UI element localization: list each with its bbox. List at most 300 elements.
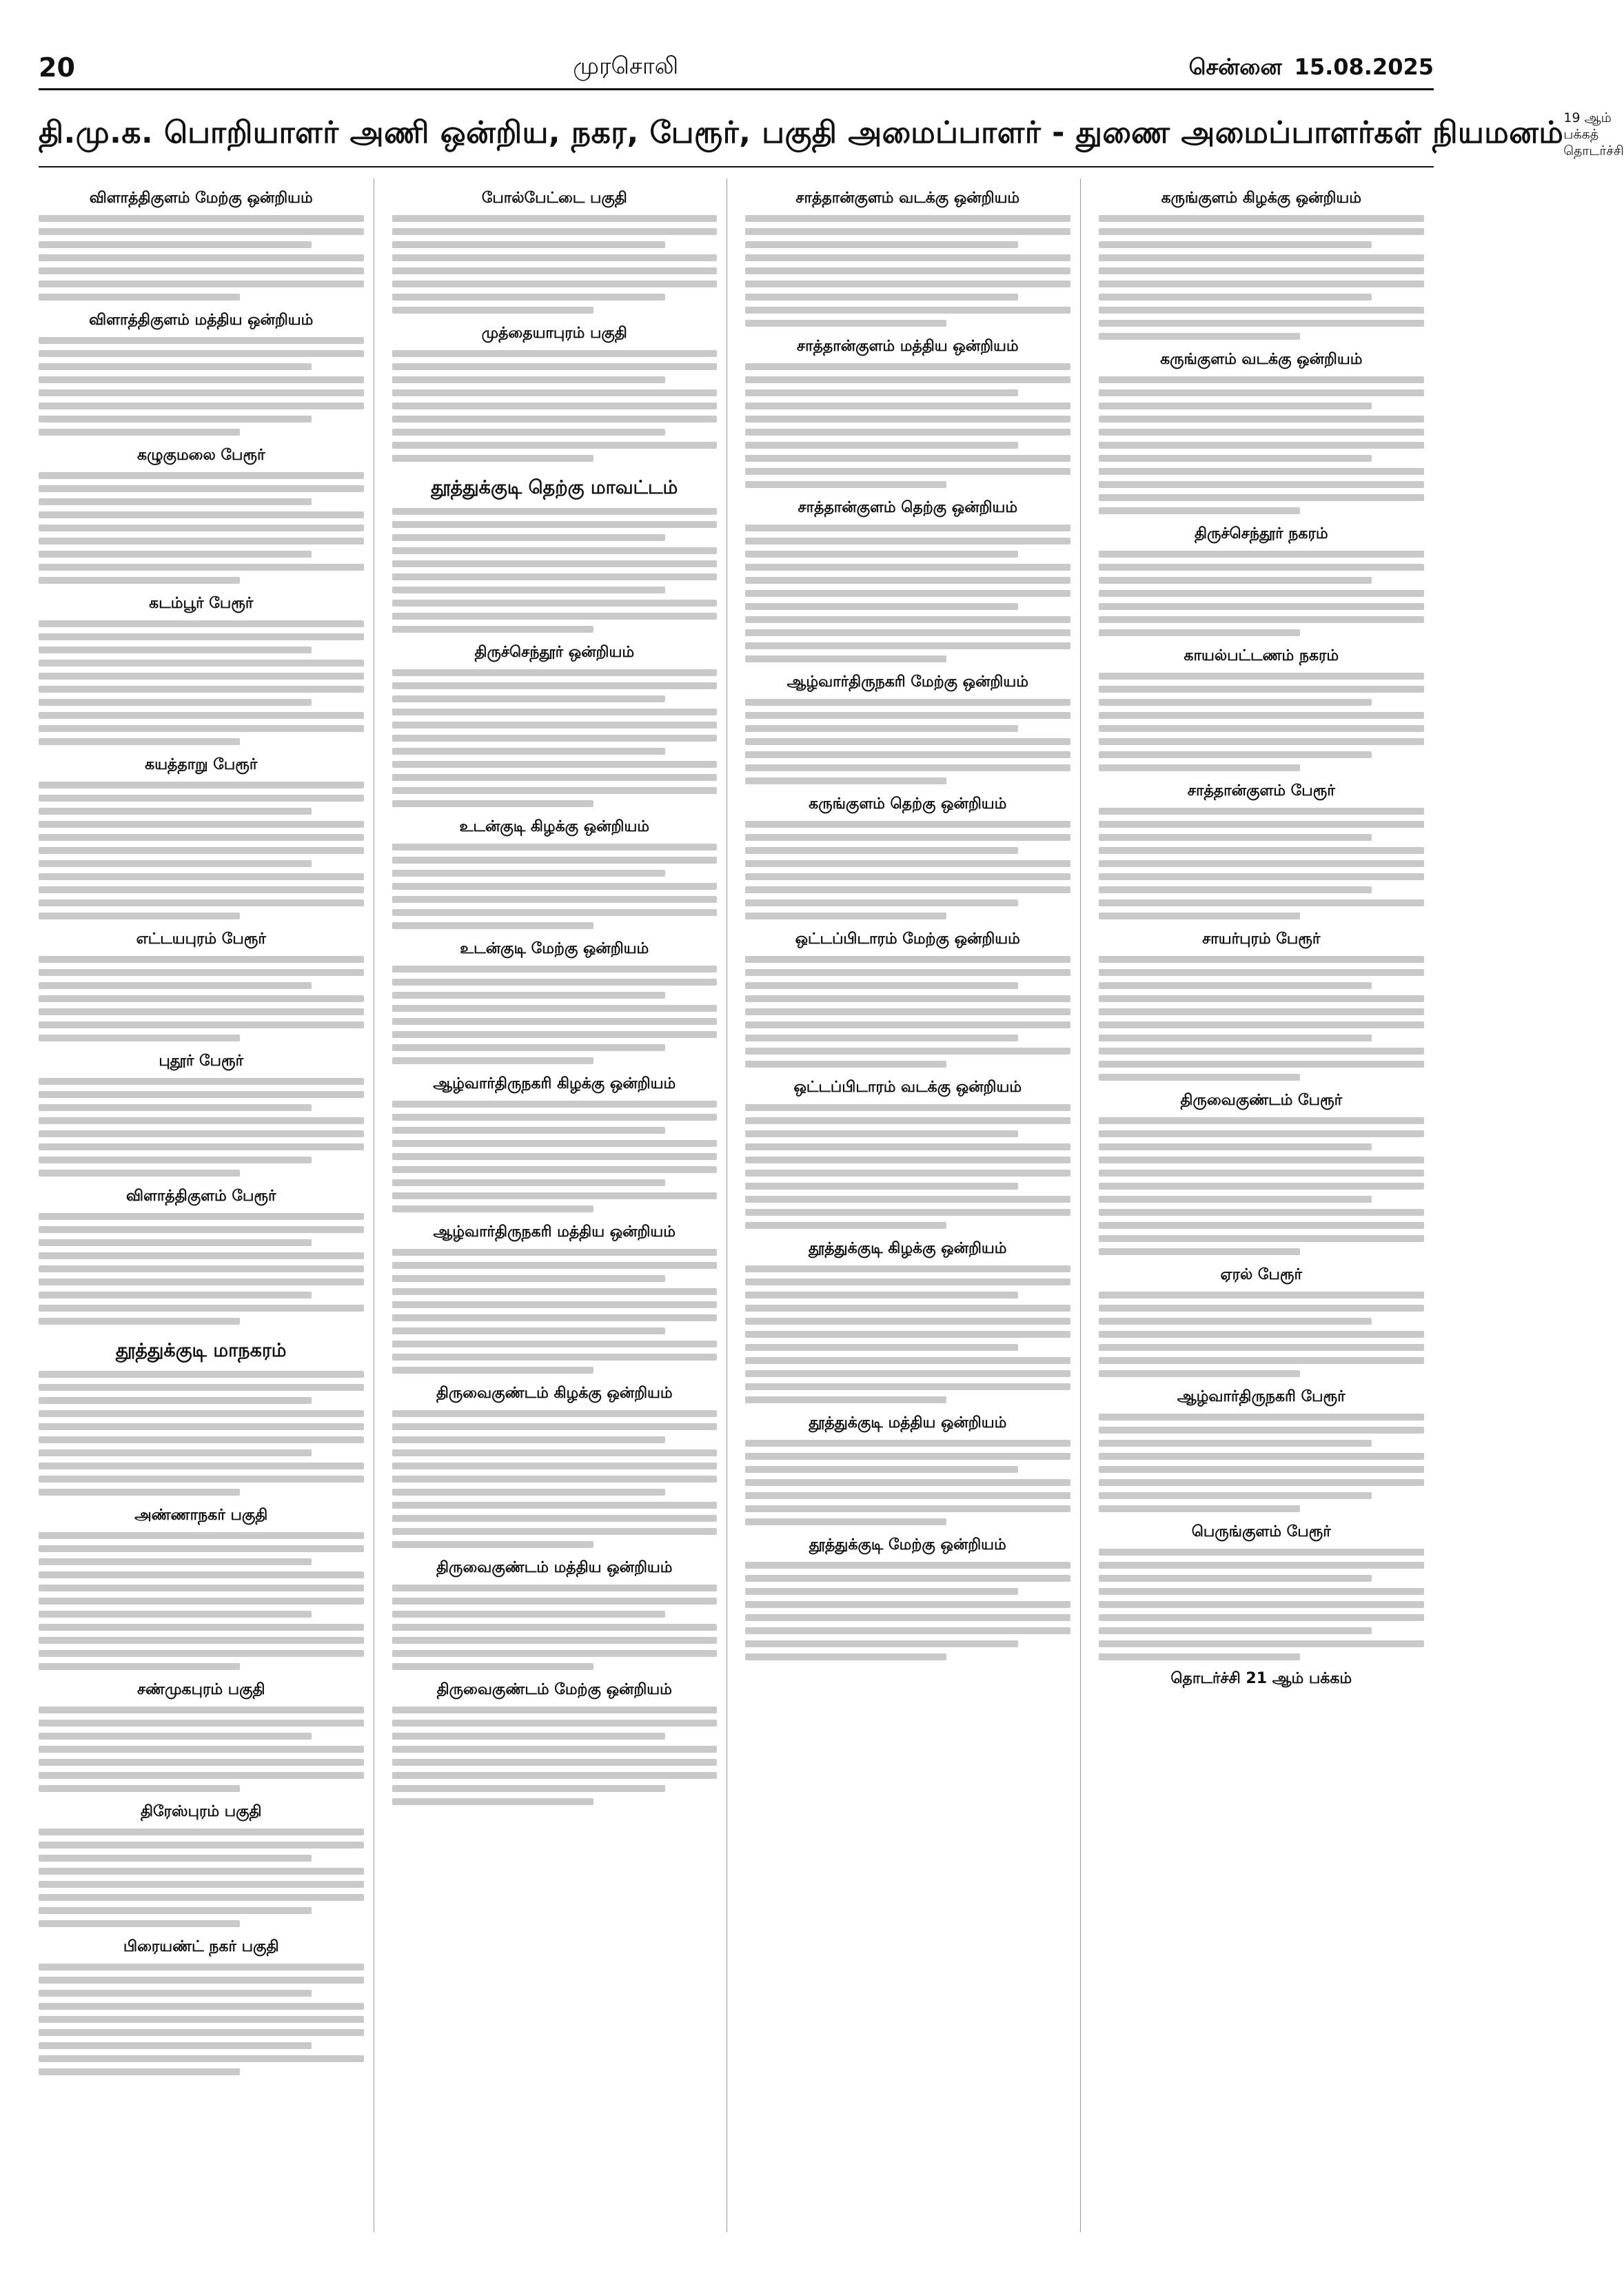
notice-text-block [1099,1549,1425,1660]
text-line [392,1127,665,1134]
text-line [1099,376,1425,383]
text-line [392,883,718,890]
text-line [745,1222,946,1229]
notice-text-block [1099,673,1425,771]
text-line [392,521,718,528]
text-line [745,1279,1070,1285]
section-heading: ஆழ்வார்திருநகரி கிழக்கு ஒன்றியம் [433,1075,676,1092]
text-line [392,1637,718,1644]
text-line [745,1061,946,1068]
text-line [745,1505,1070,1512]
text-line [392,1114,718,1121]
text-line [745,738,1070,745]
notice-text-block [392,215,718,314]
text-line [1099,673,1425,680]
text-line [745,1601,1070,1608]
text-line [39,1213,364,1220]
text-line [39,1397,312,1404]
section-heading: கருங்குளம் வடக்கு ஒன்றியம் [1160,351,1363,368]
text-line [39,350,364,357]
paper-name: முரசொலி [573,52,679,80]
text-line [745,228,1070,235]
text-line [39,1637,364,1644]
section-heading: விளாத்திகுளம் மத்திய ஒன்றியம் [89,312,314,329]
text-line [392,1611,665,1618]
headline-row [39,103,1624,167]
text-line [392,1502,718,1509]
notice-text-block [39,1964,364,2075]
text-line [392,442,718,449]
headline: தி.மு.க. பொறியாளர் அணி ஒன்றிய, நகர, பேரூர், பகுதி அமைப்பாளர் - துணை அமைப்பாளர்கள் நியமனம் [39,114,1564,150]
notice-text-block [1099,956,1425,1081]
text-line [745,873,1070,880]
notice-text-block [39,472,364,584]
text-line [1099,1117,1425,1124]
text-line [745,886,1070,893]
text-line [392,626,593,633]
text-line [39,1384,364,1391]
text-line [1099,1143,1372,1150]
text-line [39,1410,364,1417]
text-line [1099,913,1301,919]
text-line [39,281,364,287]
text-line [39,1977,364,1984]
text-line [392,695,665,702]
text-line [1099,1614,1425,1621]
section-heading: தூத்துக்குடி மேற்கு ஒன்றியம் [809,1536,1006,1554]
text-line [39,660,364,666]
text-line [745,281,1070,287]
section-heading: சாத்தான்குளம் மத்திய ஒன்றியம் [796,338,1019,355]
text-line [1099,1627,1372,1634]
notice-text-block [392,350,718,462]
text-line [39,1226,364,1233]
text-line [745,956,1070,963]
text-line [39,1571,364,1578]
section-heading: சாத்தான்குளம் தெற்கு ஒன்றியம் [798,499,1018,516]
text-line [1099,281,1425,287]
notice-text-block [392,669,718,807]
text-line [39,1829,364,1835]
text-line [392,228,718,235]
text-line [1099,389,1425,396]
text-line [745,1209,1070,1216]
text-line [39,1170,240,1177]
text-line [745,1196,1070,1203]
text-line [745,1440,1070,1447]
text-line [1099,1549,1425,1556]
text-line [39,1239,312,1246]
text-line [39,1292,312,1299]
notice-text-block [39,1371,364,1496]
text-line [1099,590,1425,597]
text-line [392,922,593,929]
text-line [392,573,718,580]
text-line [1099,1008,1425,1015]
text-line [39,1143,364,1150]
text-line [392,1057,593,1064]
text-line [39,1720,364,1727]
text-line [745,551,1018,558]
text-line [1099,416,1425,422]
text-line [1099,982,1372,989]
text-line [392,800,593,807]
text-line [39,228,364,235]
text-line [745,254,1070,261]
text-line [39,1585,364,1591]
section-heading: காயல்பட்டணம் நகரம் [1184,647,1339,664]
text-line [392,1354,718,1361]
text-line [392,1476,718,1483]
notice-text-block [745,1265,1070,1403]
text-line [745,655,946,662]
text-line [745,712,1070,719]
text-line [392,1436,665,1443]
text-line [1099,577,1372,584]
column-1 [39,179,374,2232]
text-line [1099,1640,1425,1647]
text-line [1099,1370,1301,1377]
text-line [39,376,364,383]
text-line [745,725,1018,732]
text-line [1099,847,1425,854]
text-line [39,2029,364,2036]
text-line [1099,1466,1425,1473]
text-line [392,748,665,755]
text-line [39,538,364,544]
text-line [39,1305,364,1312]
text-line [1099,629,1301,636]
text-line [39,1091,364,1098]
text-line [1099,1601,1425,1608]
text-line [392,682,718,689]
text-line [392,241,665,248]
section-heading: கருங்குளம் கிழக்கு ஒன்றியம் [1161,190,1361,207]
date: 15.08.2025 [1294,54,1434,80]
text-line [39,498,312,505]
notice-text-block [39,1532,364,1670]
text-line [39,1881,364,1888]
text-line [1099,956,1425,963]
text-line [745,1143,1070,1150]
text-line [745,1370,1070,1377]
section-heading: முத்தையாபுரம் பகுதி [481,325,627,342]
section-heading: திருச்செந்தூர் ஒன்றியம் [474,644,635,661]
text-line [39,294,240,301]
text-line [392,1205,593,1212]
section-heading: அண்ணாநகர் பகுதி [134,1507,268,1524]
text-line [1099,821,1425,828]
text-line [392,1772,718,1779]
text-line [745,1183,1018,1190]
text-line [39,1436,364,1443]
text-line [1099,969,1425,976]
text-line [39,1733,312,1740]
text-line [1099,764,1301,771]
text-line [392,1101,718,1108]
text-line [39,646,312,653]
notice-text-block [1099,808,1425,919]
text-line [392,1624,718,1631]
notice-text-block [745,821,1070,919]
text-line [39,782,364,788]
text-line [1099,603,1425,610]
text-line [1099,725,1425,732]
text-line [39,834,364,841]
text-line [39,633,364,640]
text-line [39,1842,364,1849]
text-line [1099,442,1425,449]
text-line [1099,1074,1301,1081]
text-line [392,363,718,370]
text-line [745,267,1070,274]
notice-text-block [745,699,1070,784]
text-line [39,956,364,963]
text-line [39,429,240,436]
text-line [392,1650,718,1657]
text-line [745,777,946,784]
text-line [39,1318,240,1325]
text-line [1099,507,1301,514]
text-line [392,534,665,541]
text-line [1099,1575,1372,1582]
section-heading: தூத்துக்குடி மத்திய ஒன்றியம் [809,1414,1007,1432]
section-heading: திருவைகுண்டம் மேற்கு ஒன்றியம் [436,1681,672,1698]
text-line [392,722,718,729]
text-line [39,821,364,828]
text-line [39,1785,240,1792]
text-line [1099,616,1425,623]
text-line [39,1463,364,1469]
continued-note: தொடர்ச்சி 21 ஆம் பக்கம் [1170,1670,1352,1687]
text-line [1099,1440,1372,1447]
text-line [1099,738,1425,745]
text-line [392,909,718,916]
text-line [39,1265,364,1272]
text-line [745,590,1070,597]
text-line [39,860,312,867]
notice-text-block [745,1440,1070,1525]
text-line [745,1479,1070,1486]
text-line [392,1720,718,1727]
text-line [745,403,1070,409]
text-line [1099,1248,1301,1255]
notice-text-block [39,1829,364,1927]
notice-text-block [39,620,364,745]
text-line [392,1327,665,1334]
text-line [392,1262,718,1269]
text-line [39,2016,364,2023]
text-line [39,1907,312,1914]
text-line [745,307,1070,314]
text-line [745,899,1018,906]
text-line [392,1489,665,1496]
text-line [745,215,1070,222]
text-line [392,1515,718,1522]
text-line [392,857,718,864]
text-line [1099,1344,1425,1351]
district-heading: தூத்துக்குடி தெற்கு மாவட்டம் [431,477,678,498]
text-line [39,1746,364,1753]
text-line [745,416,1070,422]
text-line [1099,1492,1372,1499]
text-line [745,1653,946,1660]
notice-text-block [745,1104,1070,1229]
text-line [39,1078,364,1085]
text-line [1099,899,1425,906]
text-line [745,616,1070,623]
column-3 [745,179,1081,2232]
text-line [392,1275,665,1282]
text-line [1099,886,1372,893]
text-line [39,416,312,422]
text-line [745,1305,1070,1312]
notice-text-block [745,1562,1070,1660]
text-line [39,337,364,344]
text-line [39,873,364,880]
text-line [1099,1048,1425,1055]
text-line [392,1598,718,1605]
text-line [39,1894,364,1901]
text-line [1099,1588,1425,1595]
section-heading: ஏரல் பேரூர் [1220,1266,1303,1283]
notice-text-block [392,966,718,1064]
text-line [745,376,1070,383]
text-line [1099,494,1425,501]
text-line [39,551,312,558]
notice-text-block [745,525,1070,662]
notice-text-block [39,215,364,301]
notice-text-block [39,956,364,1041]
section-heading: விளாத்திகுளம் பேரூர் [126,1188,276,1205]
notice-text-block [1099,1414,1425,1512]
text-line [39,673,364,680]
text-line [745,1331,1070,1338]
text-line [745,525,1070,531]
text-line [745,1035,1018,1041]
section-heading: ஆழ்வார்திருநகரி பேரூர் [1177,1388,1346,1405]
section-heading: சாத்தான்குளம் வடக்கு ஒன்றியம் [795,190,1020,207]
text-line [1099,995,1425,1002]
text-line [39,1532,364,1539]
text-line [392,966,718,972]
text-line [745,564,1070,571]
text-line [392,1153,718,1160]
text-line [745,241,1018,248]
text-line [745,1627,1070,1634]
text-line [39,1252,364,1259]
text-line [392,1341,718,1347]
text-line [392,1541,593,1548]
text-line [392,1044,665,1051]
text-line [392,1179,665,1186]
text-line [39,1663,240,1670]
text-line [39,1117,364,1124]
text-line [1099,1130,1425,1137]
text-line [39,267,364,274]
section-heading: சாயர்புரம் பேரூர் [1202,930,1321,948]
text-line [392,215,718,222]
text-line [1099,403,1372,409]
text-line [745,468,1070,475]
text-line [39,1130,364,1137]
text-line [392,1166,718,1173]
text-line [392,508,718,515]
text-line [745,699,1070,706]
text-line [392,267,718,274]
text-line [392,1798,593,1805]
text-line [1099,1222,1425,1229]
text-line [1099,1331,1425,1338]
text-line [39,1279,364,1285]
text-line [392,1192,718,1199]
text-line [392,1746,718,1753]
text-line [39,2042,312,2049]
masthead [39,41,1434,90]
text-line [1099,267,1425,274]
text-line [392,455,593,462]
section-heading: கயத்தாறு பேரூர் [145,756,258,773]
text-line [392,389,718,396]
section-heading: திருவைகுண்டம் பேரூர் [1180,1092,1343,1109]
text-line [745,363,1070,370]
section-heading: எட்டயபுரம் பேரூர் [136,930,266,948]
text-line [1099,873,1425,880]
text-line [392,787,718,794]
text-line [1099,320,1425,327]
text-line [392,1449,718,1456]
text-line [1099,1427,1425,1434]
text-line [392,870,665,877]
notice-text-block [392,1249,718,1374]
text-line [39,1157,312,1163]
notice-text-block [1099,1117,1425,1255]
text-line [745,603,1018,610]
text-line [39,1104,312,1111]
city: சென்னை [1188,54,1282,80]
text-line [745,1021,1070,1028]
section-heading: திருச்செந்தூர் நகரம் [1194,525,1328,542]
text-line [39,913,240,919]
text-line [745,577,1070,584]
text-line [392,1410,718,1417]
text-line [1099,1021,1425,1028]
text-line [392,735,718,742]
text-line [1099,1170,1425,1177]
section-heading: ஒட்டப்பிடாரம் மேற்கு ஒன்றியம் [795,930,1020,948]
text-line [392,560,718,567]
text-line [1099,228,1425,235]
section-heading: கருங்குளம் தெற்கு ஒன்றியம் [809,795,1007,813]
text-line [392,1301,718,1308]
text-line [745,429,1070,436]
notice-text-block [39,1213,364,1325]
text-line [1099,751,1372,758]
text-line [39,899,364,906]
section-heading: போல்பேட்டை பகுதி [481,190,627,207]
text-line [39,1707,364,1713]
text-line [392,979,718,986]
text-line [39,363,312,370]
text-line [39,2068,240,2075]
text-line [392,1759,718,1766]
text-line [1099,307,1425,314]
text-line [39,847,364,854]
text-line [745,1048,1070,1055]
text-line [39,1772,364,1779]
text-line [745,1157,1070,1163]
text-line [745,764,1070,771]
